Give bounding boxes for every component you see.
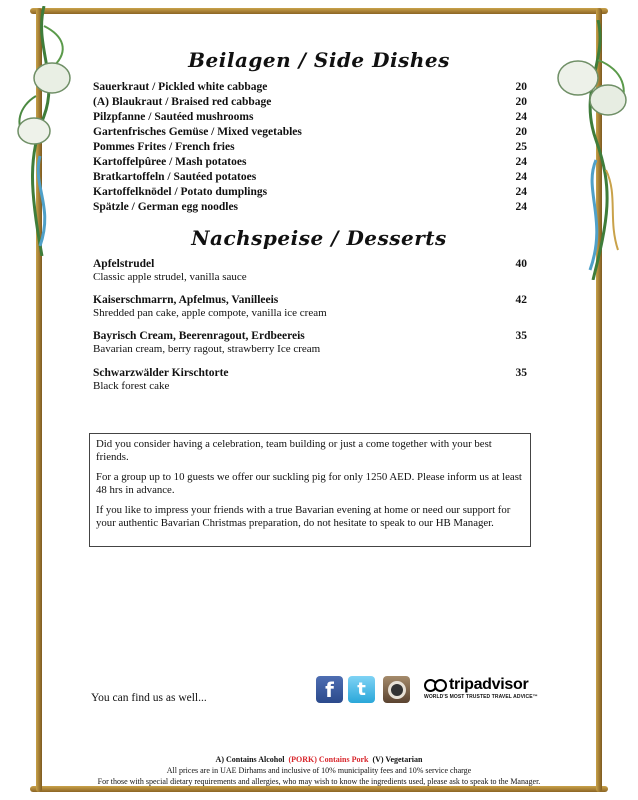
dessert-description: Shredded pan cake, apple compote, vanilla ice cream <box>93 307 327 319</box>
find-us-text: You can find us as well... <box>91 692 207 704</box>
side-dish-row <box>93 125 527 140</box>
side-dish-price: 20 <box>515 81 527 93</box>
side-dish-name: Spätzle / German egg noodles <box>93 201 239 213</box>
dessert-price: 42 <box>515 294 527 306</box>
legend-pork: (PORK) Contains Pork <box>288 755 369 764</box>
side-dish-name: Kartoffelpûree / Mash potatoes <box>93 156 247 168</box>
dessert-price: 35 <box>515 367 527 379</box>
side-dish-name: (A) Blaukraut / Braised red cabbage <box>93 96 272 108</box>
side-dish-row <box>93 95 527 110</box>
side-dish-row <box>93 110 527 125</box>
legend-alcohol: A) Contains Alcohol <box>215 755 285 764</box>
side-dish-name: Pommes Frites / French fries <box>93 141 235 153</box>
info-paragraph-bavarian-evening: If you like to impress your friends with a true Bavarian evening at home or need our support for your authentic Bavarian Christmas preparation, do not hesitate to speak to our HB Manager. <box>96 504 511 529</box>
side-dish-price: 24 <box>515 156 527 168</box>
side-dish-name: Kartoffelknödel / Potato dumplings <box>93 186 268 198</box>
facebook-icon[interactable]: f <box>316 676 343 703</box>
side-dish-price: 20 <box>515 96 527 108</box>
side-dishes-list <box>93 80 527 215</box>
side-dish-name: Pilzpfanne / Sautéed mushrooms <box>93 111 254 123</box>
frame-top-border <box>30 8 608 14</box>
dessert-price: 40 <box>515 258 527 270</box>
side-dish-name: Gartenfrisches Gemüse / Mixed vegetables <box>93 126 302 138</box>
dessert-description: Bavarian cream, berry ragout, strawberry Ice cream <box>93 343 321 355</box>
side-dish-row <box>93 200 527 215</box>
twitter-icon[interactable]: t <box>348 676 375 703</box>
side-dish-row <box>93 80 527 95</box>
tripadvisor-logo[interactable] <box>424 676 540 706</box>
left-vine-decoration <box>14 6 84 256</box>
side-dish-price: 24 <box>515 186 527 198</box>
dessert-name: Kaiserschmarrn, Apfelmus, Vanilleeis <box>93 294 279 306</box>
instagram-icon[interactable] <box>383 676 410 703</box>
footer-legend <box>40 754 598 765</box>
side-dish-row <box>93 170 527 185</box>
dessert-description: Black forest cake <box>93 380 170 392</box>
desserts-heading: Nachspeise / Desserts <box>191 226 447 250</box>
info-paragraph-suckling-pig: For a group up to 10 guests we offer our suckling pig for only 1250 AED. Please inform us at least 48 hrs in advance. <box>96 471 522 496</box>
side-dish-price: 24 <box>515 201 527 213</box>
dessert-name: Bayrisch Cream, Beerenragout, Erdbeereis <box>93 330 305 342</box>
dessert-item <box>93 329 527 356</box>
side-dish-row <box>93 140 527 155</box>
dessert-name: Apfelstrudel <box>93 258 155 270</box>
info-paragraph-celebration: Did you consider having a celebration, team building or just a come together with your best friends. <box>96 438 492 463</box>
tripadvisor-owl-icon <box>424 678 446 692</box>
side-dish-name: Sauerkraut / Pickled white cabbage <box>93 81 268 93</box>
dessert-price: 35 <box>515 330 527 342</box>
side-dish-row <box>93 185 527 200</box>
legend-vegetarian: (V) Vegetarian <box>372 755 423 764</box>
dessert-item <box>93 366 527 393</box>
side-dishes-heading: Beilagen / Side Dishes <box>188 48 450 72</box>
dessert-item <box>93 293 527 320</box>
dessert-item <box>93 257 527 284</box>
side-dish-price: 24 <box>515 171 527 183</box>
footer-prices-note: All prices are in UAE Dirhams and inclusive of 10% municipality fees and 10% service charge <box>166 766 472 775</box>
dessert-description: Classic apple strudel, vanilla sauce <box>93 271 247 283</box>
tripadvisor-wordmark: tripadvisor <box>449 676 529 693</box>
side-dish-row <box>93 155 527 170</box>
dessert-name: Schwarzwälder Kirschtorte <box>93 367 229 379</box>
side-dish-price: 24 <box>515 111 527 123</box>
events-info-box <box>89 433 531 547</box>
tripadvisor-tagline: WORLD'S MOST TRUSTED TRAVEL ADVICE™ <box>424 694 538 700</box>
side-dish-price: 25 <box>515 141 527 153</box>
side-dish-price: 20 <box>515 126 527 138</box>
footer-allergy-note: For those with special dietary requirements and allergies, who may wish to know the ingredients used, please ask to speak to the Manager. <box>97 777 541 786</box>
side-dish-name: Bratkartoffeln / Sautéed potatoes <box>93 171 257 183</box>
